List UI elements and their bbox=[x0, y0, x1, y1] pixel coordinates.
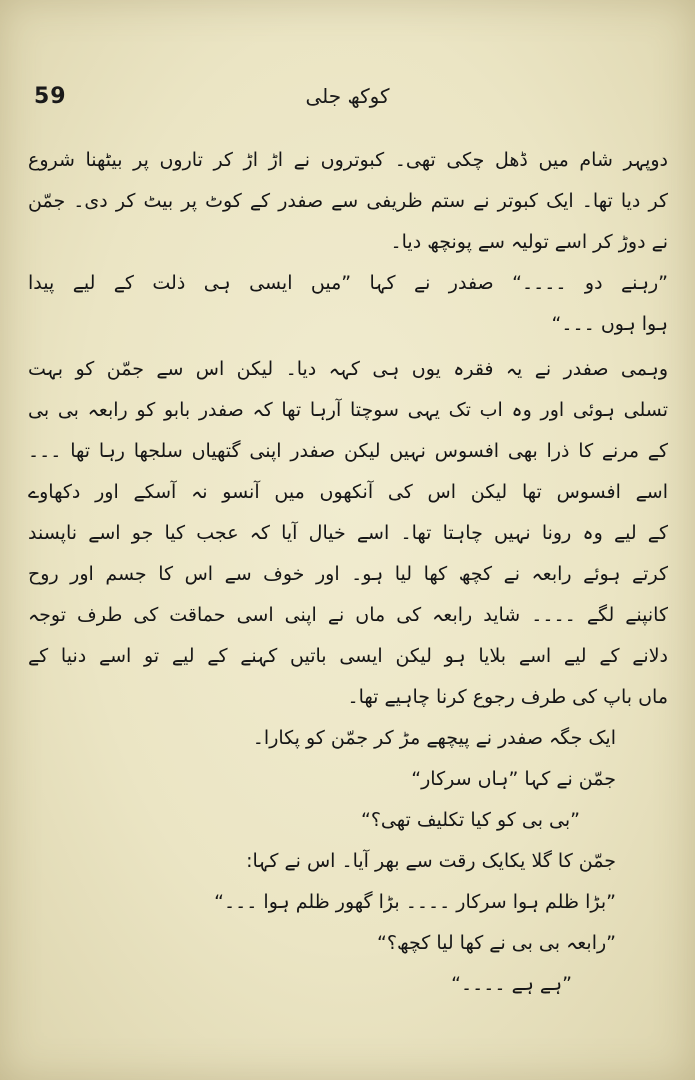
running-title: کوکھ جلی bbox=[305, 84, 390, 108]
text-line: ایک جگہ صفدر نے پیچھے مڑ کر جمّن کو پکارا۔ bbox=[252, 727, 616, 749]
text-line: ”رابعہ بی بی نے کھا لیا کچھ؟“ bbox=[377, 932, 616, 954]
text-line: کے لیے وہ رونا نہیں چاہتا تھا۔ اسے خیال آیا کہ عجب کیا جو اسے ناپسند bbox=[28, 522, 668, 544]
text-line: ”ہے ہے ۔۔۔۔“ bbox=[451, 973, 572, 995]
text-line: کرتے ہوئے رابعہ نے کچھ کھا لیا ہو۔ اور خوف سے اس کا جسم اور روح bbox=[28, 563, 668, 585]
text-line: جمّن نے کہا ”ہاں سرکار“ bbox=[411, 768, 616, 790]
text-line: کے مرنے کا ذرا بھی افسوس نہیں لیکن صفدر اپنی گتھیاں سلجھا رہا تھا ۔۔۔ bbox=[28, 440, 668, 462]
text-line: وہمی صفدر نے یہ فقرہ یوں ہی کہہ دیا۔ لیکن اس سے جمّن کو بہت bbox=[28, 358, 668, 380]
text-line: جمّن کا گلا یکایک رقت سے بھر آیا۔ اس نے کہا: bbox=[246, 850, 616, 872]
text-line: دلانے کے لیے اسے بلایا ہو لیکن ایسی باتیں کہنے کے لیے تو اسے دنیا کے bbox=[28, 645, 668, 667]
text-line: نے دوڑ کر اسے تولیہ سے پونچھ دیا۔ bbox=[390, 231, 668, 253]
text-line: اسے افسوس تھا لیکن اس کی آنکھوں میں آنسو نہ آسکے اور دکھاوے bbox=[28, 481, 668, 503]
text-line: کانپنے لگے ۔۔۔۔ شاید رابعہ کی ماں نے اپنی اسی حماقت کی طرف توجہ bbox=[28, 604, 668, 626]
text-line: ”رہنے دو ۔۔۔۔“ صفدر نے کہا ”میں ایسی ہی ذلت کے لیے پیدا bbox=[28, 272, 668, 294]
text-line: ”بڑا ظلم ہوا سرکار ۔۔۔۔ بڑا گھور ظلم ہوا ۔۔۔“ bbox=[214, 891, 616, 913]
text-line: ”بی بی کو کیا تکلیف تھی؟“ bbox=[360, 809, 580, 831]
body-text bbox=[28, 140, 668, 1005]
text-line: دوپہر شام میں ڈھل چکی تھی۔ کبوتروں نے اڑ اڑ کر تاروں پر بیٹھنا شروع bbox=[28, 149, 668, 171]
page-number: 59 bbox=[34, 84, 67, 109]
text-line: تسلی ہوئی اور وہ اب تک یہی سوچتا آرہا تھا کہ صفدر بابو کو رابعہ بی بی bbox=[28, 399, 668, 421]
text-line: کر دیا تھا۔ ایک کبوتر نے ستم ظریفی سے صفدر کے کوٹ پر بیٹ کر دی۔ جمّن bbox=[28, 190, 668, 212]
text-line: ہوا ہوں ۔۔۔“ bbox=[551, 313, 668, 335]
text-line: ماں باپ کی طرف رجوع کرنا چاہیے تھا۔ bbox=[347, 686, 668, 708]
